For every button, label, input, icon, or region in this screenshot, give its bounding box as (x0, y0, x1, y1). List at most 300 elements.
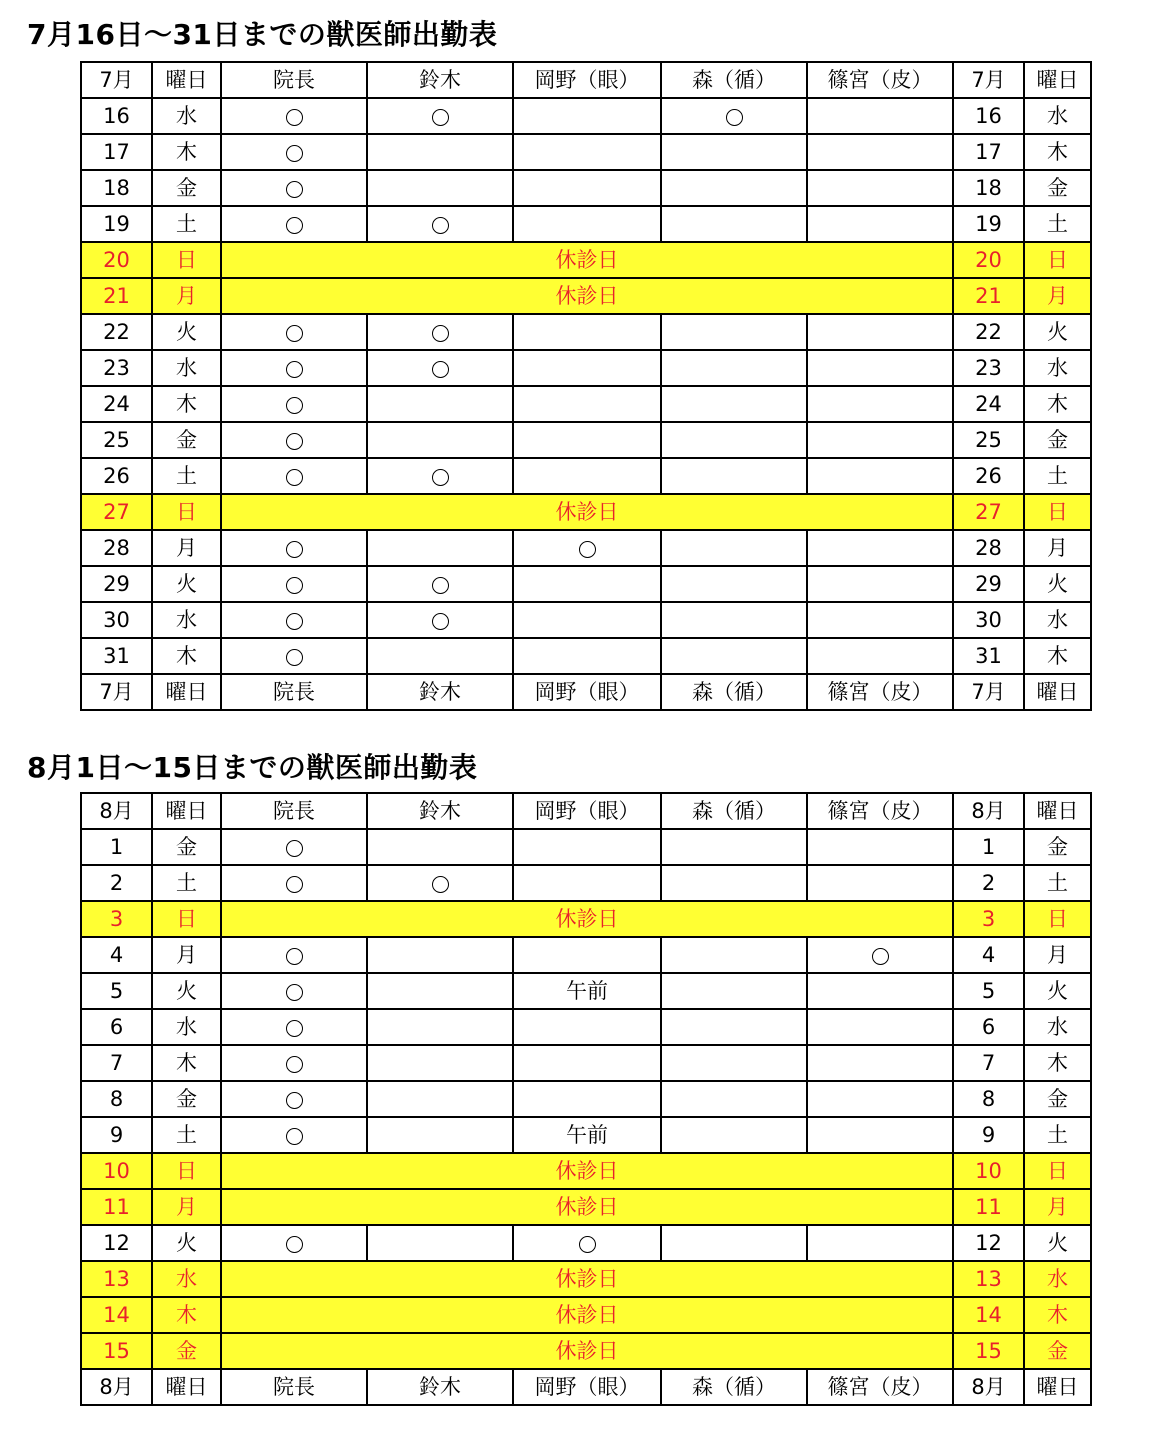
closed-day-cell: 休診日 (221, 278, 953, 314)
attendance-cell-shinomiya (807, 566, 953, 602)
day-cell-right: 1 (953, 829, 1024, 865)
attendance-cell-director (221, 937, 367, 973)
attendance-cell-suzuki (367, 973, 513, 1009)
day-cell: 10 (81, 1153, 152, 1189)
table-row (81, 973, 1091, 1009)
header-cell: 院長 (221, 62, 367, 98)
attendance-circle-icon (286, 1092, 303, 1109)
attendance-cell-mori (661, 350, 807, 386)
attendance-cell-shinomiya (807, 1045, 953, 1081)
attendance-cell-suzuki (367, 170, 513, 206)
weekday-cell: 木 (152, 386, 221, 422)
attendance-circle-icon (726, 109, 743, 126)
holiday-row (81, 1261, 1091, 1297)
weekday-cell: 月 (152, 530, 221, 566)
attendance-cell-mori (661, 1117, 807, 1153)
attendance-cell-suzuki (367, 422, 513, 458)
attendance-circle-icon (286, 217, 303, 234)
day-cell-right: 23 (953, 350, 1024, 386)
day-cell: 1 (81, 829, 152, 865)
weekday-cell-right: 月 (1024, 278, 1091, 314)
attendance-cell-suzuki (367, 1117, 513, 1153)
weekday-cell-right: 木 (1024, 638, 1091, 674)
header-cell: 岡野（眼） (513, 62, 661, 98)
attendance-circle-icon (432, 361, 449, 378)
attendance-cell-mori (661, 937, 807, 973)
holiday-row (81, 278, 1091, 314)
attendance-cell-suzuki (367, 829, 513, 865)
header-cell: 7月 (953, 674, 1024, 710)
attendance-cell-director (221, 1225, 367, 1261)
attendance-cell-shinomiya (807, 865, 953, 901)
weekday-cell-right: 土 (1024, 1117, 1091, 1153)
header-cell: 森（循） (661, 62, 807, 98)
weekday-cell-right: 火 (1024, 1225, 1091, 1261)
header-cell: 森（循） (661, 1369, 807, 1405)
weekday-cell-right: 水 (1024, 1009, 1091, 1045)
table-row (81, 1081, 1091, 1117)
attendance-cell-shinomiya (807, 829, 953, 865)
attendance-cell-shinomiya (807, 458, 953, 494)
header-cell: 8月 (953, 1369, 1024, 1405)
attendance-cell-okano (513, 458, 661, 494)
day-cell-right: 12 (953, 1225, 1024, 1261)
weekday-cell: 木 (152, 134, 221, 170)
attendance-cell-okano (513, 638, 661, 674)
attendance-cell-mori (661, 206, 807, 242)
attendance-cell-director (221, 1081, 367, 1117)
attendance-circle-icon (432, 577, 449, 594)
day-cell-right: 7 (953, 1045, 1024, 1081)
day-cell: 14 (81, 1297, 152, 1333)
weekday-cell-right: 土 (1024, 865, 1091, 901)
day-cell-right: 19 (953, 206, 1024, 242)
weekday-cell-right: 金 (1024, 170, 1091, 206)
day-cell: 18 (81, 170, 152, 206)
attendance-cell-suzuki (367, 206, 513, 242)
weekday-cell-right: 日 (1024, 901, 1091, 937)
table-row (81, 638, 1091, 674)
weekday-cell-right: 火 (1024, 973, 1091, 1009)
attendance-cell-suzuki (367, 134, 513, 170)
attendance-cell-okano (513, 350, 661, 386)
header-cell: 鈴木 (367, 793, 513, 829)
attendance-circle-icon (286, 145, 303, 162)
weekday-cell-right: 金 (1024, 829, 1091, 865)
day-cell-right: 6 (953, 1009, 1024, 1045)
table-row (81, 314, 1091, 350)
attendance-cell-director (221, 530, 367, 566)
closed-day-cell: 休診日 (221, 1189, 953, 1225)
attendance-cell-mori (661, 973, 807, 1009)
closed-day-cell: 休診日 (221, 1333, 953, 1369)
header-cell: 曜日 (152, 1369, 221, 1405)
attendance-cell-okano (513, 1225, 661, 1261)
july-schedule-title: 7月16日〜31日までの獣医師出勤表 (27, 18, 498, 51)
day-cell: 28 (81, 530, 152, 566)
attendance-cell-director (221, 206, 367, 242)
table-row (81, 386, 1091, 422)
table-row (81, 350, 1091, 386)
weekday-cell-right: 土 (1024, 206, 1091, 242)
weekday-cell-right: 木 (1024, 1045, 1091, 1081)
attendance-cell-okano (513, 422, 661, 458)
holiday-row (81, 1333, 1091, 1369)
attendance-cell-okano (513, 602, 661, 638)
attendance-cell-mori (661, 566, 807, 602)
attendance-cell-okano (513, 566, 661, 602)
attendance-circle-icon (286, 1020, 303, 1037)
attendance-cell-okano (513, 1081, 661, 1117)
attendance-cell-director (221, 386, 367, 422)
weekday-cell-right: 日 (1024, 242, 1091, 278)
weekday-cell-right: 金 (1024, 422, 1091, 458)
day-cell-right: 4 (953, 937, 1024, 973)
table-row (81, 829, 1091, 865)
attendance-cell-shinomiya (807, 386, 953, 422)
table-row (81, 458, 1091, 494)
attendance-cell-mori (661, 1081, 807, 1117)
attendance-cell-suzuki (367, 566, 513, 602)
weekday-cell: 月 (152, 937, 221, 973)
weekday-cell: 木 (152, 1297, 221, 1333)
weekday-cell: 火 (152, 1225, 221, 1261)
attendance-cell-suzuki (367, 1225, 513, 1261)
attendance-cell-okano (513, 1009, 661, 1045)
table-row (81, 602, 1091, 638)
table-row (81, 1009, 1091, 1045)
day-cell-right: 21 (953, 278, 1024, 314)
closed-day-cell: 休診日 (221, 1153, 953, 1189)
day-cell-right: 30 (953, 602, 1024, 638)
weekday-cell: 火 (152, 973, 221, 1009)
header-cell: 篠宮（皮） (807, 793, 953, 829)
day-cell: 21 (81, 278, 152, 314)
weekday-cell-right: 月 (1024, 937, 1091, 973)
day-cell: 30 (81, 602, 152, 638)
day-cell: 23 (81, 350, 152, 386)
attendance-circle-icon (286, 1056, 303, 1073)
table-row (81, 530, 1091, 566)
attendance-circle-icon (286, 397, 303, 414)
attendance-cell-shinomiya (807, 1225, 953, 1261)
attendance-cell-suzuki (367, 1045, 513, 1081)
day-cell: 25 (81, 422, 152, 458)
day-cell: 7 (81, 1045, 152, 1081)
attendance-cell-director (221, 865, 367, 901)
attendance-circle-icon (432, 217, 449, 234)
attendance-cell-mori (661, 422, 807, 458)
attendance-circle-icon (579, 1236, 596, 1253)
weekday-cell: 日 (152, 242, 221, 278)
weekday-cell-right: 火 (1024, 314, 1091, 350)
attendance-cell-okano (513, 937, 661, 973)
table-row (81, 134, 1091, 170)
weekday-cell: 水 (152, 1261, 221, 1297)
attendance-cell-shinomiya (807, 973, 953, 1009)
holiday-row (81, 494, 1091, 530)
attendance-cell-shinomiya (807, 314, 953, 350)
attendance-cell-mori (661, 865, 807, 901)
attendance-cell-suzuki (367, 458, 513, 494)
weekday-cell-right: 木 (1024, 1297, 1091, 1333)
weekday-cell-right: 木 (1024, 386, 1091, 422)
attendance-cell-okano (513, 98, 661, 134)
header-cell: 鈴木 (367, 674, 513, 710)
header-cell: 森（循） (661, 793, 807, 829)
attendance-circle-icon (286, 613, 303, 630)
attendance-circle-icon (432, 109, 449, 126)
day-cell-right: 27 (953, 494, 1024, 530)
august-schedule-title: 8月1日〜15日までの獣医師出勤表 (27, 751, 478, 784)
holiday-row (81, 1153, 1091, 1189)
weekday-cell-right: 水 (1024, 98, 1091, 134)
attendance-cell-shinomiya (807, 422, 953, 458)
weekday-cell: 火 (152, 314, 221, 350)
attendance-circle-icon (286, 469, 303, 486)
weekday-cell: 日 (152, 901, 221, 937)
attendance-cell-okano (513, 829, 661, 865)
attendance-cell-shinomiya (807, 602, 953, 638)
day-cell-right: 14 (953, 1297, 1024, 1333)
attendance-circle-icon (286, 577, 303, 594)
day-cell-right: 24 (953, 386, 1024, 422)
july-schedule-table (80, 61, 1092, 711)
weekday-cell: 水 (152, 602, 221, 638)
attendance-cell-suzuki (367, 638, 513, 674)
attendance-circle-icon (432, 469, 449, 486)
attendance-circle-icon (872, 948, 889, 965)
header-cell: 鈴木 (367, 62, 513, 98)
day-cell-right: 22 (953, 314, 1024, 350)
table-row (81, 566, 1091, 602)
day-cell-right: 18 (953, 170, 1024, 206)
header-cell: 7月 (953, 62, 1024, 98)
day-cell-right: 29 (953, 566, 1024, 602)
day-cell: 29 (81, 566, 152, 602)
holiday-row (81, 242, 1091, 278)
attendance-cell-shinomiya (807, 170, 953, 206)
header-cell: 院長 (221, 674, 367, 710)
weekday-cell: 水 (152, 350, 221, 386)
header-cell: 篠宮（皮） (807, 674, 953, 710)
attendance-cell-director (221, 98, 367, 134)
header-cell: 岡野（眼） (513, 1369, 661, 1405)
day-cell-right: 9 (953, 1117, 1024, 1153)
attendance-cell-okano: 午前 (513, 1117, 661, 1153)
attendance-circle-icon (286, 109, 303, 126)
attendance-circle-icon (286, 433, 303, 450)
attendance-cell-director (221, 170, 367, 206)
weekday-cell: 水 (152, 98, 221, 134)
attendance-circle-icon (286, 181, 303, 198)
day-cell: 3 (81, 901, 152, 937)
weekday-cell-right: 日 (1024, 494, 1091, 530)
attendance-cell-mori (661, 602, 807, 638)
attendance-cell-okano (513, 134, 661, 170)
attendance-circle-icon (286, 984, 303, 1001)
attendance-cell-shinomiya (807, 530, 953, 566)
day-cell: 17 (81, 134, 152, 170)
weekday-cell: 木 (152, 638, 221, 674)
attendance-cell-director (221, 1045, 367, 1081)
weekday-cell: 金 (152, 1081, 221, 1117)
attendance-cell-okano (513, 170, 661, 206)
attendance-cell-okano: 午前 (513, 973, 661, 1009)
attendance-cell-mori (661, 638, 807, 674)
table-row (81, 170, 1091, 206)
header-cell: 7月 (81, 62, 152, 98)
weekday-cell-right: 金 (1024, 1333, 1091, 1369)
day-cell: 5 (81, 973, 152, 1009)
attendance-cell-okano (513, 1045, 661, 1081)
attendance-cell-shinomiya (807, 638, 953, 674)
attendance-cell-shinomiya (807, 1117, 953, 1153)
attendance-circle-icon (432, 325, 449, 342)
attendance-circle-icon (286, 840, 303, 857)
day-cell: 24 (81, 386, 152, 422)
day-cell: 13 (81, 1261, 152, 1297)
attendance-cell-director (221, 350, 367, 386)
attendance-cell-shinomiya (807, 1009, 953, 1045)
attendance-cell-okano (513, 386, 661, 422)
header-cell: 8月 (81, 1369, 152, 1405)
day-cell-right: 31 (953, 638, 1024, 674)
day-cell: 9 (81, 1117, 152, 1153)
weekday-cell-right: 水 (1024, 602, 1091, 638)
attendance-cell-suzuki (367, 602, 513, 638)
attendance-cell-mori (661, 386, 807, 422)
attendance-cell-director (221, 602, 367, 638)
holiday-row (81, 901, 1091, 937)
attendance-cell-shinomiya (807, 1081, 953, 1117)
attendance-cell-suzuki (367, 350, 513, 386)
day-cell: 11 (81, 1189, 152, 1225)
day-cell: 8 (81, 1081, 152, 1117)
weekday-cell-right: 月 (1024, 530, 1091, 566)
attendance-cell-director (221, 973, 367, 1009)
day-cell: 6 (81, 1009, 152, 1045)
attendance-cell-suzuki (367, 530, 513, 566)
header-cell: 篠宮（皮） (807, 62, 953, 98)
weekday-cell: 土 (152, 458, 221, 494)
header-cell: 篠宮（皮） (807, 1369, 953, 1405)
header-cell: 曜日 (152, 62, 221, 98)
attendance-circle-icon (286, 876, 303, 893)
day-cell: 20 (81, 242, 152, 278)
day-cell-right: 25 (953, 422, 1024, 458)
day-cell: 15 (81, 1333, 152, 1369)
attendance-cell-shinomiya (807, 937, 953, 973)
header-cell: 岡野（眼） (513, 793, 661, 829)
holiday-row (81, 1297, 1091, 1333)
day-cell: 12 (81, 1225, 152, 1261)
attendance-cell-suzuki (367, 865, 513, 901)
weekday-cell: 土 (152, 865, 221, 901)
attendance-cell-mori (661, 134, 807, 170)
day-cell: 27 (81, 494, 152, 530)
weekday-cell: 土 (152, 1117, 221, 1153)
weekday-cell: 日 (152, 494, 221, 530)
attendance-circle-icon (286, 361, 303, 378)
day-cell: 2 (81, 865, 152, 901)
attendance-cell-shinomiya (807, 134, 953, 170)
closed-day-cell: 休診日 (221, 901, 953, 937)
weekday-cell-right: 日 (1024, 1153, 1091, 1189)
attendance-cell-shinomiya (807, 206, 953, 242)
weekday-cell: 金 (152, 170, 221, 206)
attendance-circle-icon (286, 649, 303, 666)
day-cell-right: 13 (953, 1261, 1024, 1297)
footer-row (81, 674, 1091, 710)
weekday-cell: 火 (152, 566, 221, 602)
day-cell: 22 (81, 314, 152, 350)
header-cell: 曜日 (152, 674, 221, 710)
attendance-cell-shinomiya (807, 98, 953, 134)
attendance-cell-director (221, 422, 367, 458)
header-cell: 曜日 (1024, 793, 1091, 829)
attendance-cell-director (221, 1117, 367, 1153)
weekday-cell-right: 水 (1024, 350, 1091, 386)
weekday-cell: 日 (152, 1153, 221, 1189)
attendance-cell-suzuki (367, 314, 513, 350)
header-cell: 院長 (221, 793, 367, 829)
attendance-cell-director (221, 134, 367, 170)
weekday-cell: 木 (152, 1045, 221, 1081)
day-cell-right: 2 (953, 865, 1024, 901)
day-cell-right: 11 (953, 1189, 1024, 1225)
attendance-cell-shinomiya (807, 350, 953, 386)
header-row (81, 793, 1091, 829)
table-row (81, 1045, 1091, 1081)
attendance-cell-suzuki (367, 1081, 513, 1117)
attendance-circle-icon (579, 541, 596, 558)
table-row (81, 865, 1091, 901)
weekday-cell-right: 水 (1024, 1261, 1091, 1297)
weekday-cell: 月 (152, 278, 221, 314)
table-row (81, 1117, 1091, 1153)
day-cell-right: 28 (953, 530, 1024, 566)
weekday-cell-right: 土 (1024, 458, 1091, 494)
day-cell: 4 (81, 937, 152, 973)
closed-day-cell: 休診日 (221, 1297, 953, 1333)
header-cell: 院長 (221, 1369, 367, 1405)
weekday-cell-right: 金 (1024, 1081, 1091, 1117)
attendance-cell-mori (661, 98, 807, 134)
header-cell: 8月 (953, 793, 1024, 829)
day-cell: 16 (81, 98, 152, 134)
closed-day-cell: 休診日 (221, 242, 953, 278)
closed-day-cell: 休診日 (221, 1261, 953, 1297)
attendance-cell-director (221, 638, 367, 674)
attendance-cell-suzuki (367, 98, 513, 134)
weekday-cell: 金 (152, 422, 221, 458)
header-cell: 岡野（眼） (513, 674, 661, 710)
attendance-circle-icon (286, 948, 303, 965)
day-cell: 26 (81, 458, 152, 494)
day-cell-right: 5 (953, 973, 1024, 1009)
august-schedule-table (80, 792, 1092, 1406)
header-cell: 曜日 (152, 793, 221, 829)
attendance-cell-mori (661, 314, 807, 350)
attendance-cell-okano (513, 865, 661, 901)
weekday-cell: 金 (152, 1333, 221, 1369)
day-cell-right: 17 (953, 134, 1024, 170)
weekday-cell-right: 木 (1024, 134, 1091, 170)
attendance-cell-okano (513, 530, 661, 566)
attendance-cell-director (221, 458, 367, 494)
attendance-cell-suzuki (367, 386, 513, 422)
